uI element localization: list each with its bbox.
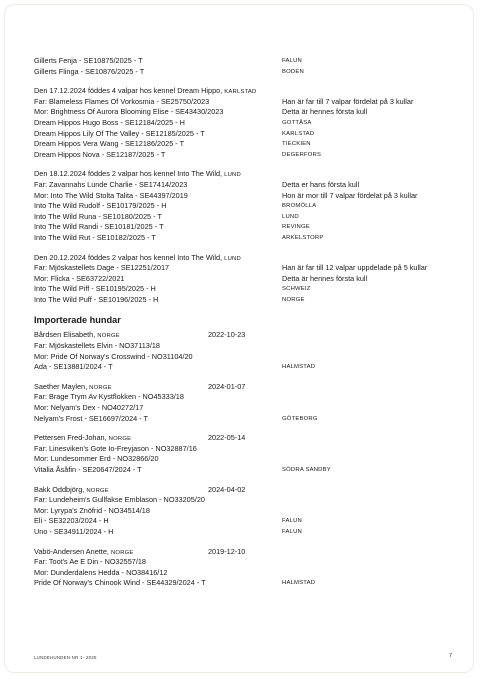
dog-location: FALUN <box>282 528 302 535</box>
dog-entry: Into The Wild Randi - SE10181/2025 - T <box>34 222 164 232</box>
import-line <box>34 578 454 589</box>
section-title: Importerade hundar <box>34 315 121 326</box>
dog-entry: Pride Of Norway's Chinook Wind - SE44329/2024 - T <box>34 578 206 588</box>
dam-entry: Mor: Into The Wild Stolta Talita - SE44397/2019 <box>34 190 188 200</box>
litter-row <box>34 274 454 285</box>
owner-country: NORGE <box>89 384 112 391</box>
import-line <box>34 403 454 414</box>
dog-location: FALUN <box>282 518 302 525</box>
dam-entry: Mor: Lyrypa's Znöfrid - NO34514/18 <box>34 505 150 515</box>
dam-entry: Mor: Pride Of Norway's Crosswind - NO31104/20 <box>34 351 193 361</box>
owner-name: Bårdsen Elisabeth, <box>34 330 98 340</box>
import-line <box>34 341 454 352</box>
sire-note: Detta er hans första kull <box>282 179 360 189</box>
sire-entry: Far: Mjöskastellets Dage - SE12251/2017 <box>34 263 170 273</box>
sire-entry: Far: Toot's Ae E Din - NO32557/18 <box>34 557 146 567</box>
litter-row <box>34 118 454 129</box>
dog-entry: Eli - SE32203/2024 - H <box>34 516 109 526</box>
import-date: 2022-05-14 <box>208 433 246 443</box>
dam-entry: Mor: Dunderdalens Hedda - NO38416/12 <box>34 567 168 577</box>
litter-header-text: Den 20.12.2024 föddes 2 valpar hos kennel Into The Wild, <box>34 252 225 262</box>
import-line <box>34 506 454 517</box>
import-line <box>34 557 454 568</box>
litter-row <box>34 201 454 212</box>
import-owner-row <box>34 433 454 444</box>
dog-location: GOTTÅSA <box>282 119 312 126</box>
dog-location: NORGE <box>282 296 305 303</box>
import-line <box>34 392 454 403</box>
dog-location: SCHWEIZ <box>282 286 311 293</box>
litter-row <box>34 97 454 108</box>
import-line <box>34 568 454 579</box>
litter-row <box>34 191 454 202</box>
import-date: 2019-12-10 <box>208 546 246 556</box>
dog-entry: Gillerts Flinga - SE10876/2025 - T <box>34 66 145 76</box>
dog-location: HALMSTAD <box>282 580 316 587</box>
litter-row <box>34 139 454 150</box>
sire-note: Han är far till 12 valpar uppdelade på 5 kullar <box>282 263 428 273</box>
import-date: 2024-01-07 <box>208 381 246 391</box>
sire-entry: Far: Mjöskastellets Elvin - NO37113/18 <box>34 341 160 351</box>
dam-entry: Mor: Flicka - SE63722/2021 <box>34 273 125 283</box>
import-date: 2022-10-23 <box>208 330 246 340</box>
dog-entry: Nelyam's Frost - SE16697/2024 - T <box>34 413 149 423</box>
litter-header <box>34 86 454 97</box>
page-number: 7 <box>449 653 453 659</box>
dog-entry: Dream Hippos Hugo Boss - SE12184/2025 - H <box>34 117 185 127</box>
dog-entry: Ada - SE13881/2024 - T <box>34 362 113 372</box>
owner-country: NORGE <box>86 487 109 494</box>
dam-note: Hon är mor till 7 valpar fördelat på 3 kullar <box>282 190 418 200</box>
litter-row <box>34 107 454 118</box>
sire-entry: Far: Linesviken's Gote Io-Freyjason - NO32887/16 <box>34 443 197 453</box>
sire-entry: Far: Lundeheim's Gullfakse Emblason - NO33205/20 <box>34 495 205 505</box>
owner-name: Vabö-Andersen Anette, <box>34 546 111 556</box>
dog-location: FALUN <box>282 58 302 64</box>
litter-header <box>34 169 454 180</box>
litter-row <box>34 295 454 306</box>
import-line <box>34 495 454 506</box>
import-line <box>34 516 454 527</box>
dog-location: TIECKIEN <box>282 141 311 148</box>
owner-country: NORGE <box>97 333 120 340</box>
kennel-location: LUND <box>224 255 241 262</box>
dog-entry: Gillerts Fenja - SE10875/2025 - T <box>34 56 143 65</box>
import-date: 2024-04-02 <box>208 484 246 494</box>
dog-entry: Dream Hippos Lily Of The Valley - SE12185/2025 - T <box>34 128 205 138</box>
owner-name: Saether Maylen, <box>34 381 90 391</box>
litter-row <box>34 222 454 233</box>
import-line <box>34 465 454 476</box>
dam-note: Detta är hennes första kull <box>282 107 368 117</box>
owner-name: Bakk Oddbjörg, <box>34 484 87 494</box>
litter-row <box>34 150 454 161</box>
dog-location: LUND <box>282 213 299 220</box>
litter-header-text: Den 18.12.2024 föddes 2 valpar hos kennel Into The Wild, <box>34 169 225 179</box>
import-line <box>34 527 454 538</box>
import-owner-row <box>34 382 454 393</box>
dog-entry: Into The Wild Rudolf - SE10179/2025 - H <box>34 201 167 211</box>
import-line <box>34 414 454 425</box>
import-owner-row <box>34 330 454 341</box>
sire-entry: Far: Zavannahs Lunde Charlie - SE17414/2023 <box>34 179 188 189</box>
dam-entry: Mor: Nelyam's Dex - NO40272/17 <box>34 403 144 413</box>
dog-entry: Vitalia Åsåfin - SE20647/2024 - T <box>34 465 142 474</box>
dog-entry: Into The Wild Piff - SE10195/2025 - H <box>34 284 156 294</box>
import-line <box>34 362 454 373</box>
dog-location: ARKELSTORP <box>282 234 324 241</box>
sire-entry: Far: Brage Trym Av Kystflokken - NO45333/18 <box>34 392 184 402</box>
litter-row <box>34 284 454 295</box>
dog-entry: Into The Wild Runa - SE10180/2025 - T <box>34 211 162 221</box>
owner-country: NORGE <box>110 549 134 556</box>
import-line <box>34 352 454 363</box>
owner-name: Pettersen Fred-Johan, <box>34 433 109 443</box>
dog-location: GÖTEBORG <box>282 415 318 422</box>
dog-entry: Into The Wild Puff - SE10196/2025 - H <box>34 294 159 304</box>
sire-note: Han är far till 7 valpar fördelat på 3 kullar <box>282 96 414 106</box>
litter-rows <box>34 263 454 305</box>
kennel-location: KARLSTAD <box>224 89 257 96</box>
litter-header <box>34 253 454 264</box>
litter-row <box>34 212 454 223</box>
dog-entry: Uno - SE34911/2024 - H <box>34 526 114 536</box>
dog-location: BODEN <box>282 68 304 75</box>
litter-header-text: Den 17.12.2024 föddes 4 valpar hos kennel Dream Hippo, <box>34 86 225 96</box>
import-line <box>34 444 454 455</box>
dog-location: HALMSTAD <box>282 364 316 371</box>
dam-entry: Mor: Lundesommer Erd - NO32866/20 <box>34 454 159 464</box>
dog-entry: Into The Wild Rut - SE10182/2025 - T <box>34 232 156 242</box>
dog-location: REVINGE <box>282 224 310 231</box>
dog-location: BROMÖLLA <box>282 203 317 210</box>
dam-entry: Mor: Brightness Of Aurora Blooming Elise - SE43430/2023 <box>34 107 224 117</box>
litter-row <box>34 56 454 67</box>
dog-location: SÖDRA SANDBY <box>282 467 331 473</box>
page-content <box>34 56 454 589</box>
litter-row <box>34 233 454 244</box>
dog-location: DEGERFORS <box>282 151 322 158</box>
litter-rows <box>34 97 454 161</box>
litter-rows <box>34 180 454 244</box>
litter-row <box>34 67 454 78</box>
import-line <box>34 454 454 465</box>
dog-entry: Dream Hippos Nova - SE12187/2025 - T <box>34 149 166 159</box>
litter-row <box>34 180 454 191</box>
sire-entry: Far: Blameless Flames Of Vorkosmia - SE25750/2023 <box>34 96 210 106</box>
litter-row <box>34 129 454 140</box>
dog-entry: Dream Hippos Vera Wang - SE12186/2025 - T <box>34 139 185 149</box>
footer-publication: LUNDEHUNDEN NR 1- 2025 <box>34 655 97 660</box>
dam-note: Detta är hennes första kull <box>282 273 368 283</box>
kennel-location: LUND <box>224 172 241 179</box>
import-owner-row <box>34 547 454 558</box>
owner-country: NORGE <box>108 436 132 443</box>
litter-row <box>34 263 454 274</box>
dog-location: KARLSTAD <box>282 130 315 137</box>
import-owner-row <box>34 485 454 496</box>
